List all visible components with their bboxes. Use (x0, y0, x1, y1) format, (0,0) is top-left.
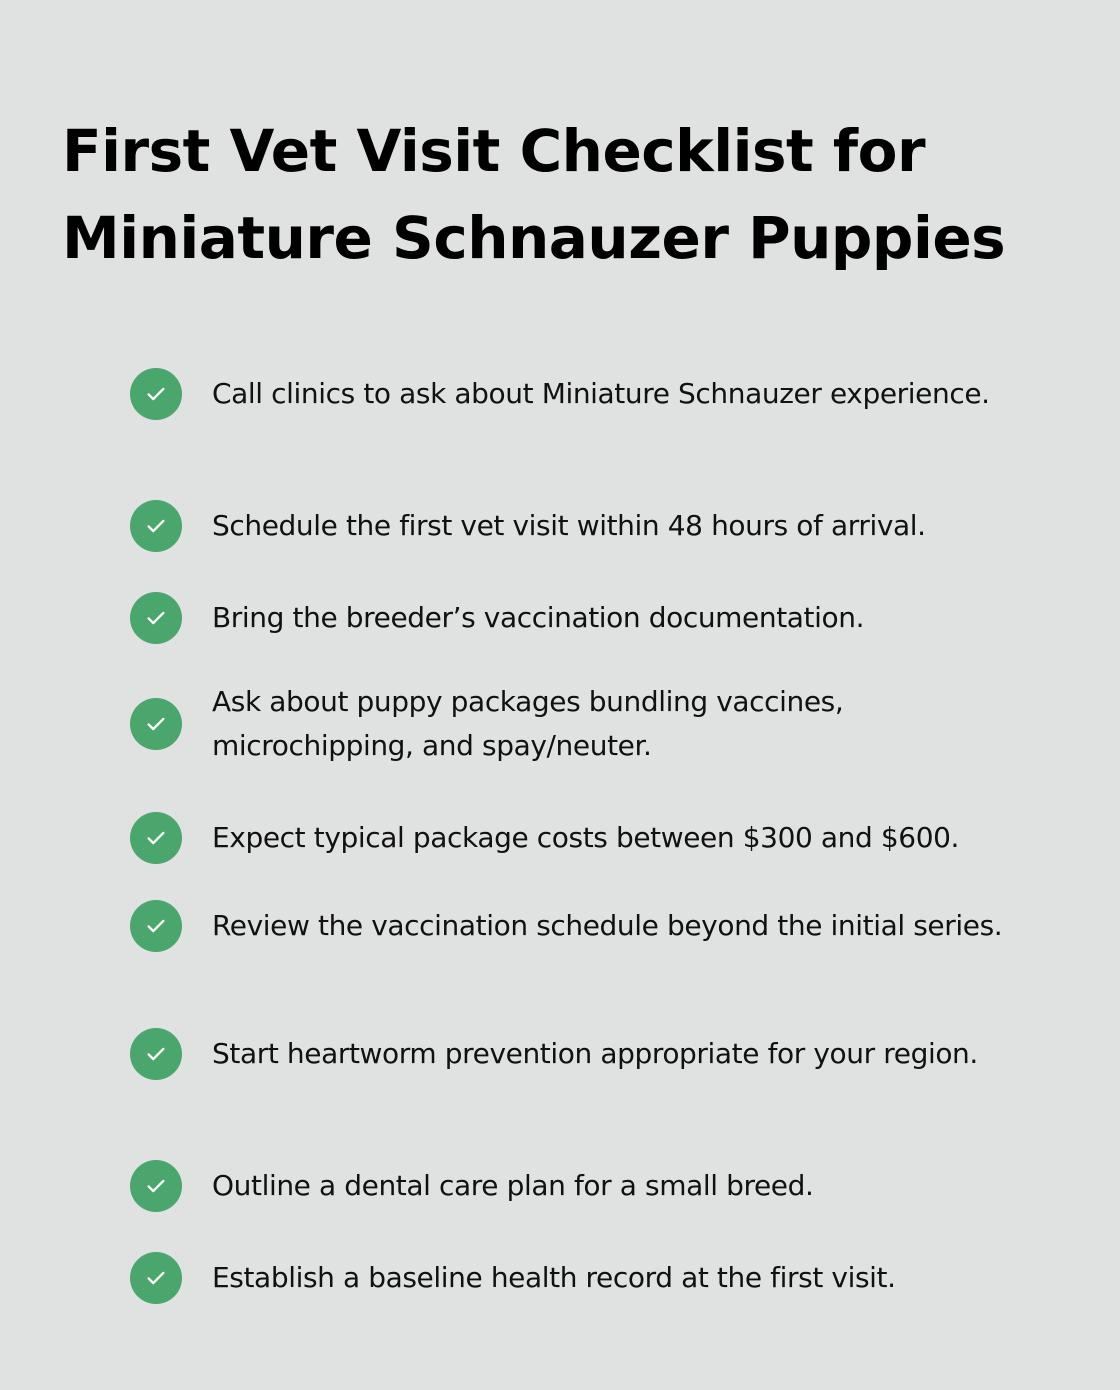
check-circle-icon (130, 900, 182, 952)
checklist-item (130, 592, 1030, 644)
checklist-item (130, 812, 1030, 864)
title-line-1: First Vet Visit Checklist for (62, 117, 926, 185)
checklist-item-text: Ask about puppy packages bundling vaccines, microchipping, and spay/neuter. (212, 685, 844, 762)
check-circle-icon (130, 698, 182, 750)
page-title (62, 108, 1062, 282)
checklist-item-text: Call clinics to ask about Miniature Schnauzer experience. (212, 377, 990, 410)
checklist-item (130, 500, 1030, 552)
check-circle-icon (130, 1028, 182, 1080)
checklist-item (130, 680, 1030, 768)
checklist-item (130, 1252, 1030, 1304)
checklist-item (130, 368, 1030, 420)
checklist-item-text: Expect typical package costs between $300 and $600. (212, 821, 960, 854)
checklist-item (130, 1028, 1030, 1080)
check-circle-icon (130, 368, 182, 420)
checklist-item-text: Establish a baseline health record at the first visit. (212, 1261, 896, 1294)
check-circle-icon (130, 1252, 182, 1304)
checklist-item-text: Start heartworm prevention appropriate for your region. (212, 1037, 978, 1070)
check-circle-icon (130, 500, 182, 552)
checklist-item (130, 900, 1030, 952)
check-circle-icon (130, 1160, 182, 1212)
checklist-item-text: Outline a dental care plan for a small breed. (212, 1169, 814, 1202)
checklist-item-text: Schedule the first vet visit within 48 hours of arrival. (212, 509, 926, 542)
checklist-item-text: Bring the breeder’s vaccination documentation. (212, 601, 865, 634)
check-circle-icon (130, 812, 182, 864)
title-line-2: Miniature Schnauzer Puppies (62, 204, 1006, 272)
check-circle-icon (130, 592, 182, 644)
checklist-item-text: Review the vaccination schedule beyond the initial series. (212, 909, 1003, 942)
checklist-item (130, 1160, 1030, 1212)
